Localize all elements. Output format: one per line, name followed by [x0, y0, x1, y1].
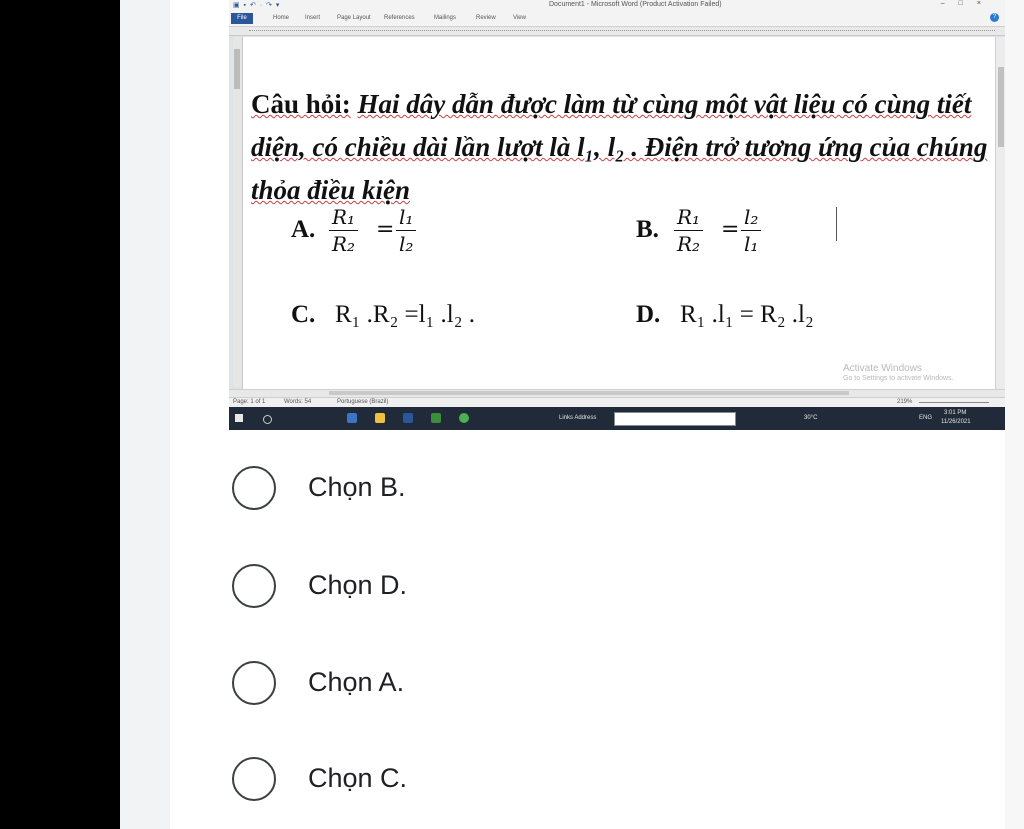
status-words: Words: 54: [284, 399, 312, 405]
file-tab: File: [231, 13, 253, 24]
option-text-c: R₁ .R₂ =l₁ .l₂ .: [335, 301, 475, 328]
answer-option-4[interactable]: [232, 757, 532, 805]
option-a: [291, 202, 441, 262]
answer-label: Chọn A.: [308, 667, 405, 697]
answer-option-3[interactable]: [232, 661, 532, 709]
answer-option-2[interactable]: [232, 564, 532, 612]
horizontal-scrollbar: [229, 389, 1005, 397]
fraction-left-a: $\frac{\text{R₁}}{\text{R₂}}$: [329, 204, 358, 257]
file-explorer-icon: [375, 413, 385, 423]
radio-button[interactable]: [232, 661, 276, 705]
option-letter-c: C.: [291, 301, 316, 328]
option-d: [636, 299, 896, 333]
option-letter-d: D.: [636, 301, 661, 328]
status-page: Page: 1 of 1: [233, 399, 266, 405]
tab-review: Review: [476, 15, 496, 21]
question-body: Hai dây dẫn được làm từ cùng một vật liệu có cùng tiết diện, có chiều dài lần lượt là l₁, l₂ . Điện trở tương ứng của chúng thỏa điều kiện: [251, 89, 988, 205]
answer-label: Chọn C.: [308, 763, 408, 793]
question-label: Câu hỏi:: [251, 89, 351, 119]
activate-windows-watermark: Activate Windows Go to Settings to activate Windows.: [843, 363, 954, 382]
text-caret: [836, 207, 837, 241]
fraction-right-b: $\frac{\text{l₂}}{\text{l₁}}$: [741, 204, 761, 257]
tab-insert: Insert: [305, 15, 321, 21]
word-app-icon: [403, 413, 413, 423]
search-icon: [263, 415, 272, 424]
quick-access-icons: ▣ ▪ ↶ · ↷ ▾: [233, 2, 281, 9]
vertical-scrollbar: [995, 37, 1005, 389]
left-gutter: [120, 0, 170, 829]
question-text: [251, 83, 991, 212]
answer-option-1[interactable]: [232, 466, 532, 514]
temperature-label: 30°C: [804, 415, 818, 421]
clock-time: 3:01 PM: [944, 410, 967, 416]
ribbon-tabs: [229, 12, 1005, 27]
option-letter-a: A.: [291, 216, 316, 243]
document-page: [242, 37, 996, 389]
option-letter-b: B.: [636, 216, 659, 243]
answer-label: Chọn D.: [308, 570, 408, 600]
equals-b: =: [721, 217, 740, 242]
radio-button[interactable]: [232, 466, 276, 510]
left-black-panel: [0, 0, 120, 829]
fraction-right-a: $\frac{\text{l₁}}{\text{l₂}}$: [396, 204, 416, 257]
radio-button[interactable]: [232, 757, 276, 801]
option-c: [291, 299, 551, 333]
tab-view: View: [513, 15, 526, 21]
horizontal-ruler: [229, 27, 1005, 36]
option-text-d: R₁ .l₁ = R₂ .l₂: [680, 301, 814, 328]
word-title-bar: [229, 0, 1005, 12]
help-icon: ?: [990, 13, 999, 22]
equals-a: =: [376, 217, 395, 242]
status-language: Portuguese (Brazil): [337, 399, 389, 405]
right-gutter: [1005, 0, 1024, 829]
taskbar-address-box: [614, 412, 736, 426]
tab-mailings: Mailings: [434, 15, 457, 21]
windows-start-icon: [235, 414, 243, 422]
windows-taskbar: [229, 407, 1005, 430]
language-indicator: ENG: [919, 415, 933, 421]
option-b: [636, 202, 786, 262]
radio-button[interactable]: [232, 564, 276, 608]
vertical-ruler: [233, 37, 241, 387]
answer-label: Chọn B.: [308, 472, 406, 502]
app-icon-4: [431, 413, 441, 423]
tab-home: Home: [273, 15, 290, 21]
taskbar-links-label: Links Address: [559, 415, 597, 421]
window-title: Document1 - Microsoft Word (Product Activation Failed): [549, 1, 722, 8]
fraction-left-b: $\frac{\text{R₁}}{\text{R₂}}$: [674, 204, 703, 257]
zoom-slider: [919, 402, 989, 403]
app-icon-5: [459, 413, 469, 423]
clock-date: 11/26/2021: [941, 419, 971, 425]
tab-page-layout: Page Layout: [337, 15, 371, 21]
tab-references: References: [384, 15, 415, 21]
status-zoom: 219%: [897, 399, 913, 405]
app-icon-1: [347, 413, 357, 423]
window-controls-icon: –□×: [940, 0, 995, 7]
question-image: [229, 0, 1005, 430]
